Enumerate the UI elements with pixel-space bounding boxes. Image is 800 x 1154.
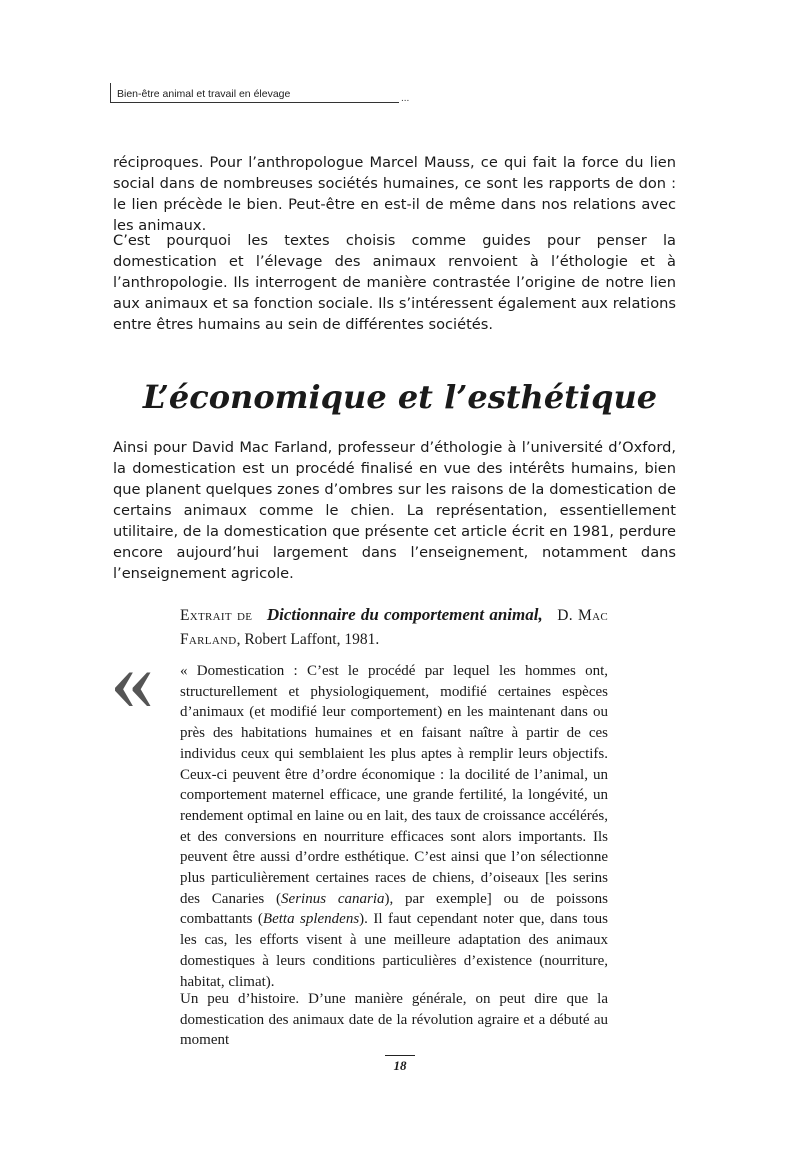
source-prefix: Extrait de — [180, 607, 253, 624]
species-serinus: Serinus canaria — [281, 890, 385, 907]
intro-paragraph-2: C’est pourquoi les textes choisis comme guides pour penser la domestication et l’élevage des animaux renvoient à l’éthologie et à l’anthropologie. Ils interrogent de manière contrastée l’origine de notre lien aux animaux et sa fonction sociale. Ils s’intéressent également aux relations entre êtres humains au sein de différentes sociétés. — [113, 232, 676, 333]
running-header — [110, 83, 411, 103]
header-rule — [111, 102, 399, 103]
source-author: D. Mac Farland — [180, 607, 609, 648]
open-quote-mark: « — [110, 632, 154, 729]
quote-text-c: ). Il faut cependant noter que, dans tous les cas, les efforts visent à une meilleure adaptation des animaux domestiques à leurs conditions particulières d’existence (nourriture, habitat, climat). — [180, 911, 608, 990]
running-title: Bien-être animal et travail en élevage — [117, 88, 291, 100]
source-publisher: , Robert Laffont, 1981. — [236, 631, 380, 648]
source-citation — [180, 603, 608, 652]
page-number: 18 — [385, 1055, 415, 1074]
source-book-title: Dictionnaire du comportement animal, — [266, 605, 543, 624]
section-title: L’économique et l’esthétique — [142, 378, 658, 416]
quote-paragraph-2: Un peu d’histoire. D’une manière générale, on peut dire que la domestication des animaux date de la révolution agraire et a débuté au moment — [180, 991, 608, 1049]
intro-paragraph-1: réciproques. Pour l’anthropologue Marcel Mauss, ce qui fait la force du lien social dans de nombreuses sociétés humaines, ce sont les rapports de don : le lien précède le bien. Peut-être en est-il de même dans nos relations avec les animaux. — [113, 154, 676, 234]
species-betta: Betta splendens — [262, 911, 360, 928]
quote-text-a: « Domestication : C’est le procédé par lequel les hommes ont, structurellement et physiologiquement, modifié certaines espèces d’animaux (et modifié leur comportement) en les maintenant dans ou près des habitations humaines et en faisant naître à partir de ces individus ceux qui semblaient les plus aptes à remplir leurs objectifs. Ceux-ci peuvent être d’ordre économique : la docilité de l’animal, un comportement maternel efficace, une grande fertilité, la longévité, un rendement optimal en laine ou en lait, des taux de croissance accélérés, et des conversions en nourriture efficaces sont alors importants. Ils peuvent être aussi d’ordre esthétique. C’est ainsi que l’on sélectionne plus particulièrement certaines races de chiens, d’oiseaux [les serins des Canaries ( — [180, 663, 608, 907]
header-dots: ... — [401, 93, 410, 104]
quote-paragraph-1 — [180, 661, 608, 992]
section-paragraph: Ainsi pour David Mac Farland, professeur d’éthologie à l’université d’Oxford, la domestication est un procédé finalisé en vue des intérêts humains, bien que planent quelques zones d’ombres sur les raisons de la domestication de certains animaux comme le chien. La représentation, essentiellement utilitaire, de la domestication que présente cet article écrit en 1981, perdure encore aujourd’hui largement dans l’enseignement, notamment dans l’enseignement agricole. — [113, 439, 676, 582]
quote-text-b: ), par exemple] ou de poissons combattants ( — [180, 890, 608, 928]
